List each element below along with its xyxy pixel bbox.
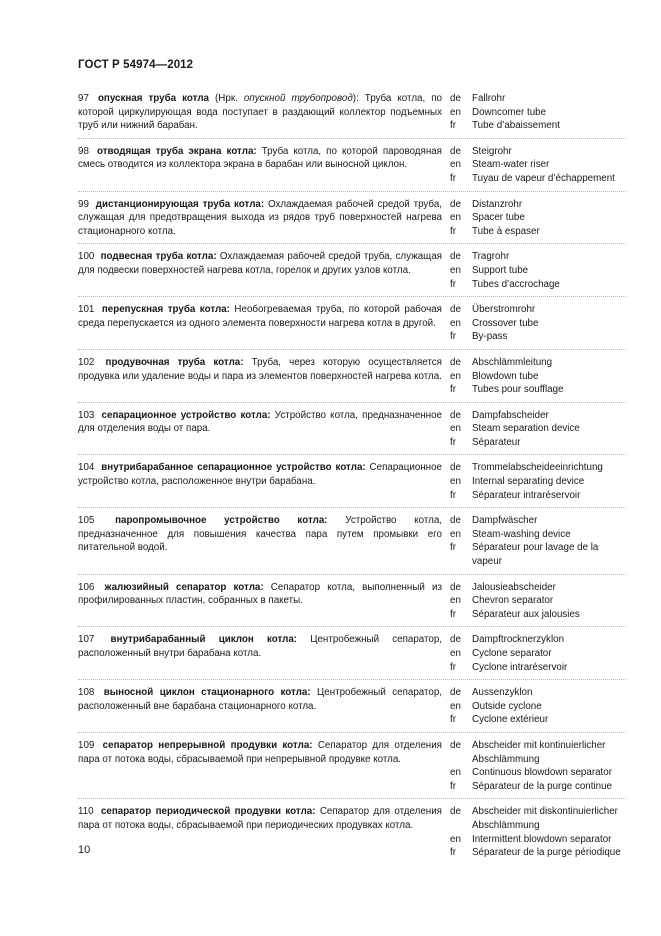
translation-text: Spacer tube — [472, 212, 525, 224]
translation-row — [450, 647, 626, 661]
translation-text: Séparateur intraréservoir — [472, 489, 581, 501]
term-number: 102 — [78, 356, 95, 368]
language-code: de — [450, 304, 461, 316]
term-definition-text: Устройство котла, предназначенное для повышения качества пара путем промывки его питательной водой. — [78, 515, 442, 554]
term-name: сепаратор периодической продувки котла: — [100, 806, 316, 818]
language-code: de — [450, 198, 461, 210]
term-name: внутрибарабанное сепарационное устройство котла: — [101, 462, 366, 474]
term-number: 109 — [78, 739, 95, 751]
translation-row — [450, 461, 626, 475]
term-definition-ru — [78, 250, 442, 291]
page-number: 10 — [78, 844, 91, 856]
language-code: de — [450, 251, 461, 263]
language-code: en — [450, 423, 461, 435]
translation-text: Distanzrohr — [472, 198, 523, 210]
translation-text: Fallrohr — [472, 93, 506, 104]
translation-text: Blowdown tube — [472, 370, 539, 382]
term-definition-ru — [78, 581, 442, 622]
term-definition-text: Сепарационное устройство котла, расположенное внутри барабана. — [78, 462, 442, 488]
term-number: 98 — [78, 145, 89, 157]
translation-text: Intermittent blowdown separator — [472, 833, 612, 845]
language-code: fr — [450, 780, 456, 792]
language-code: de — [450, 462, 461, 474]
translation-row — [450, 250, 626, 264]
translation-row — [450, 356, 626, 370]
term-definition-ru — [78, 145, 442, 186]
term-name: опускная труба котла — [97, 93, 209, 104]
translation-text: Support tube — [472, 264, 529, 276]
translation-text: Cyclone separator — [472, 648, 552, 659]
translation-row — [450, 92, 626, 106]
translation-text: Cyclone intraréservoir — [472, 661, 568, 673]
language-code: fr — [450, 436, 456, 448]
term-entry — [78, 301, 626, 350]
translation-text: Tragrohr — [472, 251, 510, 263]
term-translations — [450, 198, 626, 239]
translation-row — [450, 422, 626, 436]
term-definition-ru — [78, 356, 442, 397]
language-code: en — [450, 476, 461, 488]
translation-text: Abscheider mit diskontinuierlicher Abschlämmung — [472, 806, 618, 831]
translation-row — [450, 198, 626, 212]
translation-text: Séparateur aux jalousies — [472, 608, 580, 620]
translation-row — [450, 211, 626, 225]
term-definition-ru — [78, 461, 442, 502]
translation-text: Séparateur de la purge périodique — [472, 847, 621, 859]
term-name: внутрибарабанный циклон котла: — [110, 634, 298, 646]
term-number: 99 — [78, 198, 89, 210]
term-name: отводящая труба экрана котла: — [96, 145, 257, 157]
term-definition-ru — [78, 739, 442, 793]
translation-row — [450, 661, 626, 675]
translation-text: Continuous blowdown separator — [472, 767, 612, 779]
translation-row — [450, 370, 626, 384]
term-translations — [450, 686, 626, 727]
term-definition-ru — [78, 686, 442, 727]
language-code: fr — [450, 384, 456, 396]
translation-row — [450, 383, 626, 397]
translation-row — [450, 330, 626, 344]
language-code: en — [450, 833, 461, 845]
language-code: en — [450, 159, 461, 171]
term-definition-text: Сепаратор для отделения пара от потока воды, сбрасываемой при периодических продувках котла. — [78, 806, 442, 831]
term-entry — [78, 803, 626, 864]
term-note-close: ) — [352, 93, 357, 104]
translation-row — [450, 264, 626, 278]
language-code: de — [450, 145, 461, 157]
translation-row — [450, 686, 626, 700]
term-number: 106 — [78, 581, 95, 593]
language-code: de — [450, 409, 461, 421]
language-code: en — [450, 264, 461, 276]
document-header: ГОСТ Р 54974—2012 — [78, 59, 194, 71]
term-translations — [450, 250, 626, 291]
language-code: fr — [450, 714, 456, 726]
term-translations — [450, 514, 626, 568]
term-note-italic: опускной трубопровод — [243, 93, 353, 104]
translation-text: Trommelabscheideeinrichtung — [472, 462, 603, 474]
language-code: en — [450, 106, 461, 118]
term-translations — [450, 581, 626, 622]
translation-text: Séparateur pour lavage de la vapeur — [472, 542, 599, 568]
language-code: fr — [450, 225, 456, 237]
term-definition-ru — [78, 805, 442, 859]
language-code: en — [450, 317, 461, 329]
translation-text: Steam separation device — [472, 423, 580, 435]
term-definition-ru — [78, 198, 442, 239]
translation-text: Überstromrohr — [472, 304, 536, 316]
language-code: de — [450, 806, 461, 818]
term-name: продувочная труба котла: — [105, 356, 244, 368]
term-entry — [78, 143, 626, 192]
language-code: de — [450, 515, 461, 527]
term-translations — [450, 145, 626, 186]
term-translations — [450, 356, 626, 397]
translation-text: Abscheider mit kontinuierlicher Abschlämmung — [472, 739, 606, 765]
translation-row — [450, 780, 626, 794]
term-entry — [78, 737, 626, 799]
translation-row — [450, 409, 626, 423]
term-definition-text: Центробежный сепаратор, расположенный внутри барабана котла. — [78, 634, 442, 659]
term-definition-text: Устройство котла, предназначенное для отделения воды от пара. — [78, 409, 442, 435]
translation-text: Séparateur de la purge continue — [472, 780, 612, 792]
language-code: en — [450, 212, 461, 224]
translation-text: Abschlämmleitung — [472, 356, 553, 368]
term-definition-ru — [78, 92, 442, 133]
language-code: de — [450, 93, 461, 104]
translation-row — [450, 119, 626, 133]
translation-text: Internal separating device — [472, 476, 585, 488]
term-translations — [450, 739, 626, 793]
term-number: 103 — [78, 409, 95, 421]
translation-text: Dampftrocknerzyklon — [472, 634, 565, 646]
translation-text: Steam-water riser — [472, 159, 550, 171]
term-number: 104 — [78, 462, 95, 474]
term-definition-text: : Труба котла, по которой циркулирующая вода поступает в раздающий коллектор подъемных труб или нижний барабан. — [78, 93, 442, 132]
term-entry — [78, 631, 626, 680]
language-code: de — [450, 581, 461, 593]
translation-text: Outside cyclone — [472, 700, 542, 712]
language-code: en — [450, 528, 461, 540]
term-name: сепарационное устройство котла: — [101, 409, 271, 421]
translation-row — [450, 317, 626, 331]
translation-text: Downcomer tube — [472, 106, 547, 118]
translation-text: Tube à espaser — [472, 225, 540, 237]
term-entry — [78, 512, 626, 574]
translation-row — [450, 436, 626, 450]
term-number: 105 — [78, 515, 95, 527]
language-code: de — [450, 634, 461, 646]
term-number: 100 — [78, 251, 95, 263]
term-name: сепаратор непрерывной продувки котла: — [102, 739, 313, 751]
translation-text: Steam-washing device — [472, 528, 571, 540]
language-code: fr — [450, 331, 456, 343]
term-name: выносной циклон стационарного котла: — [103, 687, 311, 699]
term-definition-text: Необогреваемая труба, по которой рабочая среда перепускается из одного элемента поверхности нагрева котла в другой. — [78, 304, 442, 329]
terms-list — [78, 90, 626, 869]
language-code: fr — [450, 489, 456, 501]
translation-row — [450, 739, 626, 766]
translation-row — [450, 541, 626, 568]
term-entry — [78, 90, 626, 139]
translation-row — [450, 145, 626, 159]
translation-text: Jalousieabscheider — [472, 581, 556, 593]
translation-text: By-pass — [472, 331, 508, 343]
translation-text: Steigrohr — [472, 145, 512, 157]
language-code: fr — [450, 661, 456, 673]
language-code: fr — [450, 120, 456, 132]
language-code: en — [450, 648, 461, 659]
term-note-open: (Нрк. — [209, 93, 244, 104]
translation-row — [450, 633, 626, 647]
term-definition-ru — [78, 303, 442, 344]
language-code: en — [450, 767, 461, 779]
term-number: 101 — [78, 304, 95, 316]
term-translations — [450, 461, 626, 502]
term-definition-text: Сепаратор для отделения пара от потока воды, сбрасываемой при непрерывной продувке котла. — [78, 739, 442, 765]
language-code: de — [450, 739, 461, 751]
language-code: fr — [450, 278, 456, 290]
translation-row — [450, 846, 626, 860]
term-definition-text: Сепаратор котла, выполненный из профилированных пластин, собранных в пакеты. — [78, 581, 442, 607]
translation-row — [450, 766, 626, 780]
term-definition-ru — [78, 633, 442, 674]
translation-row — [450, 475, 626, 489]
translation-row — [450, 158, 626, 172]
term-number: 108 — [78, 687, 95, 699]
translation-text: Cyclone extérieur — [472, 714, 549, 726]
translation-row — [450, 700, 626, 714]
term-definition-ru — [78, 514, 442, 568]
language-code: en — [450, 370, 461, 382]
language-code: en — [450, 595, 461, 607]
term-name: жалюзийный сепаратор котла: — [104, 581, 264, 593]
translation-row — [450, 608, 626, 622]
term-translations — [450, 805, 626, 859]
term-entry — [78, 459, 626, 508]
term-definition-ru — [78, 409, 442, 450]
translation-row — [450, 303, 626, 317]
term-number: 110 — [78, 806, 94, 818]
term-number: 97 — [78, 93, 89, 104]
language-code: en — [450, 700, 461, 712]
translation-text: Tubes d’accrochage — [472, 278, 560, 290]
translation-row — [450, 805, 626, 832]
term-name: перепускная труба котла: — [101, 304, 230, 316]
language-code: fr — [450, 542, 456, 554]
term-number: 107 — [78, 634, 95, 646]
translation-row — [450, 833, 626, 847]
translation-row — [450, 489, 626, 503]
translation-row — [450, 514, 626, 528]
term-definition-text: Труба котла, по которой пароводяная смесь отводится из коллектора экрана в барабан или выносной циклон. — [78, 145, 442, 171]
translation-row — [450, 581, 626, 595]
language-code: de — [450, 356, 461, 368]
term-translations — [450, 303, 626, 344]
term-translations — [450, 633, 626, 674]
translation-row — [450, 225, 626, 239]
term-entry — [78, 354, 626, 403]
language-code: de — [450, 687, 461, 699]
term-definition-text: Труба, через которую осуществляется продувка или удаление воды и пара из элементов поверхностей нагрева котла. — [78, 356, 442, 382]
translation-text: Dampfabscheider — [472, 409, 549, 421]
translation-text: Séparateur — [472, 436, 521, 448]
term-translations — [450, 409, 626, 450]
translation-text: Chevron separator — [472, 595, 554, 607]
translation-text: Dampfwäscher — [472, 515, 538, 527]
term-definition-text: Охлаждаемая рабочей средой труба, служащая для предотвращения выхода из рядов труб поверхностей нагрева стационарного котла. — [78, 198, 442, 237]
translation-text: Tuyau de vapeur d’échappement — [472, 172, 615, 184]
translation-text: Tubes pour soufflage — [472, 384, 564, 396]
term-name: паропромывочное устройство котла: — [115, 515, 328, 527]
translation-text: Tube d’abaissement — [472, 120, 560, 132]
term-entry — [78, 248, 626, 297]
language-code: fr — [450, 608, 456, 620]
term-name: подвесная труба котла: — [100, 251, 217, 263]
term-entry — [78, 684, 626, 733]
translation-row — [450, 106, 626, 120]
language-code: fr — [450, 847, 456, 859]
translation-row — [450, 528, 626, 542]
term-entry — [78, 196, 626, 245]
term-entry — [78, 407, 626, 456]
translation-row — [450, 172, 626, 186]
term-name: дистанционирующая труба котла: — [95, 198, 265, 210]
language-code: fr — [450, 172, 456, 184]
translation-row — [450, 594, 626, 608]
term-definition-text: Охлаждаемая рабочей средой труба, служащая для подвески поверхностей нагрева котла, горелок и других узлов котла. — [78, 251, 442, 276]
translation-text: Aussenzyklon — [472, 687, 533, 699]
translation-text: Crossover tube — [472, 317, 539, 329]
translation-row — [450, 713, 626, 727]
term-entry — [78, 579, 626, 628]
term-definition-text: Центробежный сепаратор, расположенный вне барабана стационарного котла. — [78, 687, 442, 712]
translation-row — [450, 278, 626, 292]
term-translations — [450, 92, 626, 133]
